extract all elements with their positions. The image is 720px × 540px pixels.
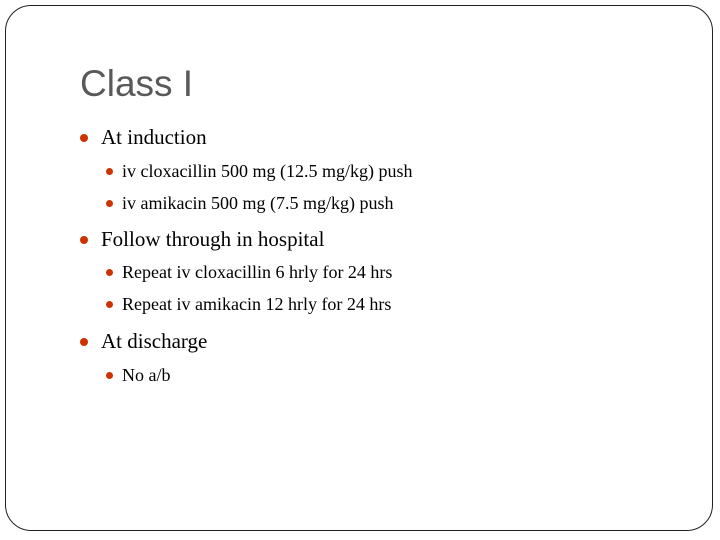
slide-title: Class I	[80, 63, 194, 104]
bullet-text: No a/b	[122, 365, 171, 385]
bullet-dot-icon	[106, 301, 113, 308]
bullet-dot-icon	[80, 134, 88, 142]
bullet-text: Repeat iv cloxacillin 6 hrly for 24 hrs	[122, 262, 393, 282]
bullet-text: iv amikacin 500 mg (7.5 mg/kg) push	[122, 193, 394, 213]
bullet-text: At discharge	[101, 329, 208, 353]
bullet-dot-icon	[106, 372, 113, 379]
bullet-text: At induction	[101, 125, 207, 149]
bullet-text: Follow through in hospital	[101, 227, 325, 251]
bullet-dot-icon	[106, 269, 113, 276]
bullet-dot-icon	[80, 236, 88, 244]
bullet-dot-icon	[106, 168, 113, 175]
bullet-dot-icon	[80, 338, 88, 346]
bullet-text: iv cloxacillin 500 mg (12.5 mg/kg) push	[122, 161, 413, 181]
bullet-text: Repeat iv amikacin 12 hrly for 24 hrs	[122, 294, 392, 314]
bullet-dot-icon	[106, 200, 113, 207]
